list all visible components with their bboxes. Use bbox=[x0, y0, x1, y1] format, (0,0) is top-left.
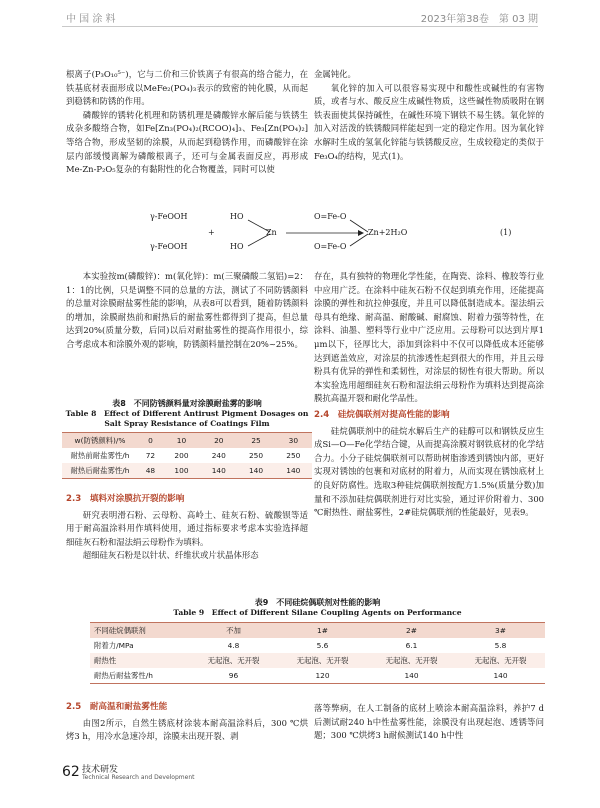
right-paragraph-1: 金属钝化。 bbox=[314, 69, 356, 79]
bottom-left-paragraph: 由图2所示，自然生锈底材涂装本耐高温涂料后，300 ℃烘烤3 h，用冷水急速冷却，涂膜未出现开裂、剥 bbox=[66, 717, 308, 742]
section-label-en: Technical Research and Development bbox=[82, 774, 195, 781]
right-column-top bbox=[314, 68, 544, 163]
right-column-middle bbox=[314, 270, 544, 520]
header-rule bbox=[62, 26, 538, 27]
table-9-header-row bbox=[90, 623, 545, 639]
table-cell: 140 bbox=[200, 463, 237, 479]
table-8-caption-en: Table 8 Effect of Different Antirust Pigment Dosages on Salt Spray Resistance of Coatings Film bbox=[65, 409, 309, 428]
table-cell: 5.6 bbox=[316, 641, 329, 650]
table-cell: 72 bbox=[145, 451, 156, 460]
table-8-caption-cn: 表8 不同防锈颜料量对涂膜耐盐雾的影响 bbox=[112, 399, 262, 408]
reactant-1: γ-FeOOH bbox=[150, 212, 188, 221]
table-cell: w(防锈颜料)/% bbox=[62, 433, 138, 449]
left-paragraph-2: 磷酸锌的锈转化机理和防锈机理是磷酸锌水解后能与铁锈生成杂多酸络合物，如Fe[Zn₃(PO₄)₂(RCOO)₄]₃、Fe₃[Zn(PO₄)₂]等络合物，形成坚韧的涂膜，从而起到稳锈作用，而磷酸锌在涂层内部缓慢离解为磷酸根离子，还可与金属表面反应，再形成Me-Zn-P₂O₅复杂的有黏附性的化合物覆盖，同时可以使 bbox=[66, 109, 308, 175]
right-paragraph-3: 存在，具有独特的物理化学性能，在陶瓷、涂料、橡胶等行业中应用广泛。在涂料中硅灰石粉不仅起到填充作用，还能提高涂膜的弹性和抗拉伸强度，并且可以降低制造成本。湿法绢云母具有绝缘、耐高温、耐酸碱、耐腐蚀、附着力强等特性，在涂料、油墨、塑料等行业中广泛应用。云母粉可以达到片厚1 μm以下，径厚比大，添加到涂料中不仅可以降低成本还能够达到遮盖效应，对涂层的抗渗透性起到很大的作用，并且云母粉具有优异的弹性和柔韧性，对涂层的韧性有很大帮助。所以本实验选用超细硅灰石粉和湿法绢云母粉作为填料达到提高涂膜抗高温开裂和耐化学品性。 bbox=[314, 271, 544, 404]
left-paragraph-4: 研究表明滑石粉、云母粉、高岭土、硅灰石粉、硫酸钡等适用于耐高温涂料用作填料使用，通过指标要求考虑本实验选择超细硅灰石粉和湿法绢云母粉作为填料。 bbox=[66, 509, 308, 547]
table-cell: 耐热后耐盐雾性/h bbox=[62, 463, 138, 479]
left-paragraph-1: 根离子(P₃O₁₀⁵⁻)，它与二价和三价铁离子有很高的络合能力，在铁基底材表面形成以MeFe₂(PO₄)₃表示的致密的钝化膜，从而起到稳锈和防锈的作用。 bbox=[66, 69, 308, 107]
hydroxyl-1: HO bbox=[230, 212, 244, 221]
plus-sign: + bbox=[208, 228, 215, 237]
section-heading-2-5: 2.5 耐高温和耐盐雾性能 bbox=[66, 702, 168, 712]
section-heading-2-3: 2.3 填料对涂膜抗开裂的影响 bbox=[66, 494, 185, 504]
table-cell: 耐热后耐盐雾性/h bbox=[94, 671, 153, 680]
table-cell: 6.1 bbox=[405, 641, 418, 650]
table-cell: 10 bbox=[163, 433, 200, 449]
left-paragraph-5: 超细硅灰石粉是以针状、纤维状或片状晶体形态 bbox=[82, 550, 259, 561]
table-cell: 3# bbox=[456, 623, 545, 639]
table-8-header-row bbox=[62, 433, 312, 449]
table-cell: 48 bbox=[138, 463, 163, 479]
table-cell: 140 bbox=[404, 671, 419, 680]
table-cell: 120 bbox=[315, 671, 330, 680]
table-cell: 附着力/MPa bbox=[94, 641, 134, 650]
table-9-caption-en: Table 9 Effect of Different Silane Coupling Agents on Performance bbox=[173, 608, 462, 617]
table-cell: 140 bbox=[493, 671, 508, 680]
table-cell: 1# bbox=[278, 623, 367, 639]
table-cell: 5.8 bbox=[494, 641, 507, 650]
table-cell: 无起泡、无开裂 bbox=[189, 653, 278, 668]
zinc-center: Zn bbox=[266, 228, 277, 237]
left-column-bottom bbox=[66, 698, 308, 744]
hydroxyl-2: HO bbox=[230, 242, 244, 251]
journal-name: 中 国 涂 料 bbox=[66, 14, 116, 25]
issue-info: 2023年第38卷 第 03 期 bbox=[420, 14, 538, 25]
table-cell: 96 bbox=[228, 671, 239, 680]
table-cell: 无起泡、无开裂 bbox=[367, 653, 456, 668]
table-cell: 2# bbox=[367, 623, 456, 639]
bottom-right-paragraph: 落等弊病，在人工制备的底材上喷涂本耐高温涂料，养护7 d后测试耐240 h中性盐雾性能，涂膜没有出现起泡、透锈等问题；300 ℃烘烤3 h耐候测试140 h中性 bbox=[314, 703, 544, 741]
table-cell: 耐热前耐盐雾性/h bbox=[70, 451, 130, 460]
left-paragraph-3: 本实验按m(磷酸锌)：m(氧化锌)：m(三聚磷酸二氢铝)=2：1：1的比例，只是调整不同的总量的方法，测试了不同防锈颜料的总量对涂膜耐盐雾性能的影响，从表8可以看到，随着防锈颜料的增加，涂膜耐热前和耐热后的耐盐雾性都得到了提高，但总量达到20%(质量分数，后同)以后对耐盐雾性的提高作用很小，综合考虑成本和涂膜外观的影响，防锈颜料量控制在20%~25%。 bbox=[66, 271, 308, 349]
table-row bbox=[90, 668, 545, 684]
table-cell: 不加 bbox=[189, 623, 278, 639]
table-8 bbox=[62, 432, 312, 479]
table-row bbox=[62, 463, 312, 479]
right-column-bottom bbox=[314, 702, 544, 743]
section-heading-2-4: 2.4 硅烷偶联剂对提高性能的影响 bbox=[314, 409, 450, 420]
table-cell: 4.8 bbox=[227, 641, 240, 650]
table-row bbox=[90, 638, 545, 653]
table-9 bbox=[90, 622, 545, 684]
table-cell: 无起泡、无开裂 bbox=[456, 653, 545, 668]
iron-oxide-1: O=Fe-O bbox=[314, 212, 347, 221]
table-row bbox=[62, 448, 312, 463]
page-number: 62 bbox=[62, 764, 80, 780]
table-cell: 不同硅烷偶联剂 bbox=[90, 623, 189, 639]
left-column-lower bbox=[66, 490, 308, 563]
table-cell: 100 bbox=[163, 463, 200, 479]
table-cell: 250 bbox=[286, 451, 301, 460]
table-cell: 无起泡、无开裂 bbox=[278, 653, 367, 668]
iron-oxide-2: O=Fe-O bbox=[314, 242, 347, 251]
table-cell: 20 bbox=[200, 433, 237, 449]
table-cell: 30 bbox=[275, 433, 312, 449]
right-paragraph-4: 硅烷偶联剂中的硅烷水解后生产的硅醇可以和钢铁反应生成Si—O—Fe化学结合键，从而提高涂膜对钢铁底材的化学结合力。小分子硅烷偶联剂可以帮助树脂渗透到锈蚀内部，更好实现对锈蚀的包裹和对底材的附着力，从而实现在锈蚀底材上的良好防腐性。选取3种硅烷偶联剂按配方1.5%(质量分数)加量和不添加硅烷偶联剂进行对比实验，通过评价附着力、300 ℃耐热性、耐盐雾性，2#硅烷偶联剂的性能最好，见表9。 bbox=[314, 425, 544, 518]
table-cell: 140 bbox=[237, 463, 274, 479]
table-cell: 240 bbox=[211, 451, 226, 460]
left-column-middle bbox=[66, 270, 308, 352]
right-paragraph-2: 氧化锌的加入可以很容易实现中和酸性或碱性的有害物质，或者与水、酸反应生成碱性物质，这些碱性物质吸附在钢铁表面使其保持碱性，在碱性环境下钢铁不易生锈。氧化锌的加入对活泼的铁锈酸同样能起到一定的稳定作用。因为氧化锌水解时生成的氢氧化锌能与铁锈酸反应，生成较稳定的类似于Fe₃O₄的结构，见式(1)。 bbox=[314, 82, 544, 161]
reaction-product: Zn+2H₂O bbox=[368, 228, 408, 237]
table-cell: 25 bbox=[237, 433, 274, 449]
table-cell: 140 bbox=[275, 463, 312, 479]
table-9-caption-cn: 表9 不同硅烷偶联剂对性能的影响 bbox=[254, 598, 381, 607]
left-column-top bbox=[66, 68, 308, 177]
equation-1 bbox=[150, 208, 545, 258]
reactant-2: γ-FeOOH bbox=[150, 242, 188, 251]
table-9-block bbox=[90, 597, 545, 684]
table-cell: 0 bbox=[138, 433, 163, 449]
table-cell: 200 bbox=[174, 451, 189, 460]
table-cell: 耐热性 bbox=[90, 653, 189, 668]
table-row bbox=[90, 653, 545, 668]
section-label-cn: 技术研发 bbox=[82, 765, 119, 775]
table-8-block bbox=[62, 398, 312, 479]
equation-number: (1) bbox=[500, 228, 512, 237]
table-cell: 250 bbox=[248, 451, 264, 460]
